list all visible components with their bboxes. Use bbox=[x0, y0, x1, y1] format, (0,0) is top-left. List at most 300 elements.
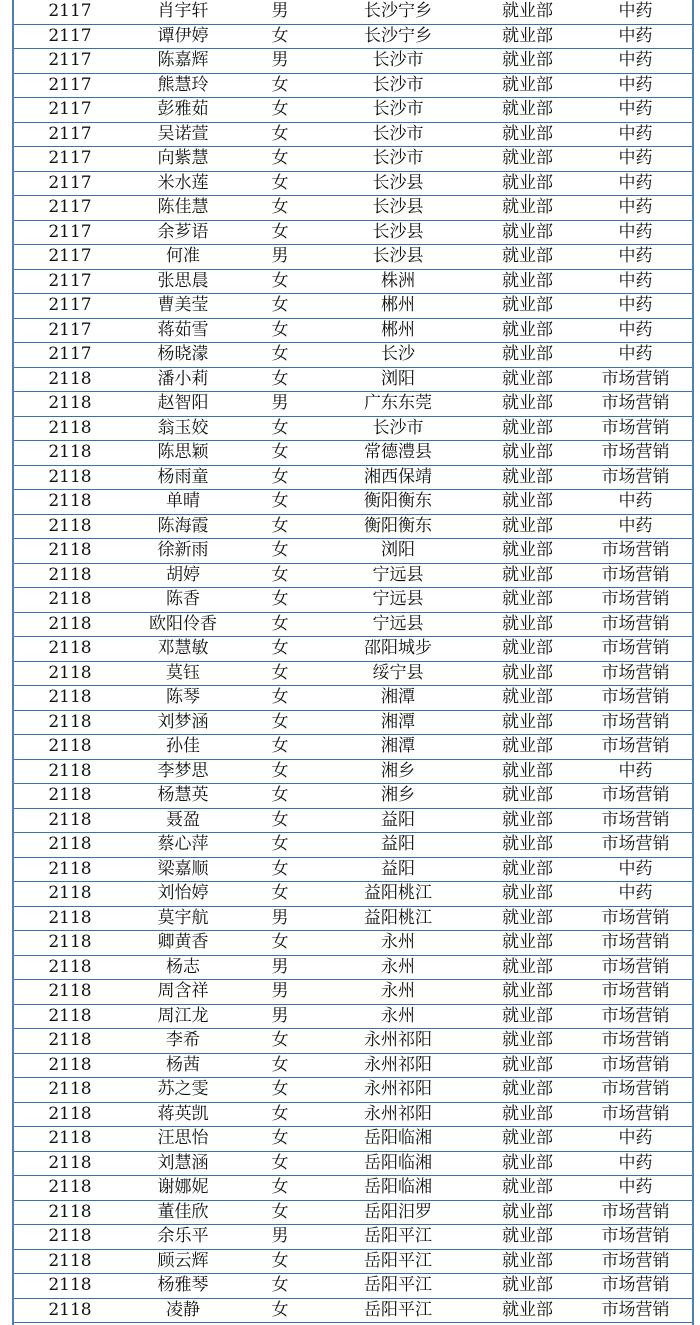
department-cell: 就业部 bbox=[476, 980, 579, 1005]
name-cell: 单晴 bbox=[126, 490, 240, 515]
major-cell: 市场营销 bbox=[579, 441, 692, 466]
name-cell: 邓慧敏 bbox=[126, 637, 240, 662]
class-cell: 2118 bbox=[14, 1176, 126, 1201]
department-cell: 就业部 bbox=[476, 171, 579, 196]
table-row bbox=[14, 686, 692, 711]
gender-cell: 女 bbox=[240, 1029, 320, 1054]
table-row bbox=[14, 392, 692, 417]
origin-cell: 永州 bbox=[320, 931, 476, 956]
table-row bbox=[14, 1200, 692, 1225]
class-cell: 2117 bbox=[14, 98, 126, 123]
origin-cell: 湘乡 bbox=[320, 759, 476, 784]
name-cell: 陈嘉辉 bbox=[126, 49, 240, 74]
gender-cell: 女 bbox=[240, 784, 320, 809]
department-cell: 就业部 bbox=[476, 367, 579, 392]
major-cell: 市场营销 bbox=[579, 367, 692, 392]
major-cell: 市场营销 bbox=[579, 833, 692, 858]
class-cell: 2118 bbox=[14, 1200, 126, 1225]
origin-cell: 宁远县 bbox=[320, 612, 476, 637]
gender-cell: 女 bbox=[240, 1053, 320, 1078]
major-cell: 市场营销 bbox=[579, 931, 692, 956]
table-row bbox=[14, 196, 692, 221]
department-cell: 就业部 bbox=[476, 1298, 579, 1323]
origin-cell: 郴州 bbox=[320, 294, 476, 319]
department-cell: 就业部 bbox=[476, 857, 579, 882]
class-cell: 2118 bbox=[14, 1298, 126, 1323]
name-cell: 周含祥 bbox=[126, 980, 240, 1005]
gender-cell: 女 bbox=[240, 171, 320, 196]
table-row bbox=[14, 490, 692, 515]
class-cell: 2117 bbox=[14, 343, 126, 368]
department-cell: 就业部 bbox=[476, 196, 579, 221]
department-cell: 就业部 bbox=[476, 1274, 579, 1299]
table-row bbox=[14, 269, 692, 294]
origin-cell: 岳阳临湘 bbox=[320, 1127, 476, 1152]
table-row bbox=[14, 416, 692, 441]
department-cell: 就业部 bbox=[476, 1102, 579, 1127]
class-cell: 2118 bbox=[14, 637, 126, 662]
origin-cell: 长沙市 bbox=[320, 98, 476, 123]
major-cell: 中药 bbox=[579, 857, 692, 882]
gender-cell: 女 bbox=[240, 1102, 320, 1127]
department-cell: 就业部 bbox=[476, 318, 579, 343]
department-cell: 就业部 bbox=[476, 735, 579, 760]
name-cell: 周江龙 bbox=[126, 1004, 240, 1029]
gender-cell: 女 bbox=[240, 343, 320, 368]
major-cell: 中药 bbox=[579, 294, 692, 319]
name-cell: 翁玉姣 bbox=[126, 416, 240, 441]
major-cell: 中药 bbox=[579, 171, 692, 196]
department-cell: 就业部 bbox=[476, 147, 579, 172]
origin-cell: 长沙县 bbox=[320, 220, 476, 245]
name-cell: 陈思颖 bbox=[126, 441, 240, 466]
table-row bbox=[14, 661, 692, 686]
name-cell: 熊慧玲 bbox=[126, 73, 240, 98]
table-row bbox=[14, 1053, 692, 1078]
name-cell: 卿黄香 bbox=[126, 931, 240, 956]
table-row bbox=[14, 367, 692, 392]
class-cell: 2117 bbox=[14, 220, 126, 245]
origin-cell: 长沙县 bbox=[320, 245, 476, 270]
gender-cell: 女 bbox=[240, 1298, 320, 1323]
major-cell: 中药 bbox=[579, 24, 692, 49]
origin-cell: 岳阳临湘 bbox=[320, 1151, 476, 1176]
major-cell: 市场营销 bbox=[579, 612, 692, 637]
gender-cell: 男 bbox=[240, 955, 320, 980]
major-cell: 市场营销 bbox=[579, 1102, 692, 1127]
origin-cell: 宁远县 bbox=[320, 588, 476, 613]
class-cell: 2118 bbox=[14, 539, 126, 564]
name-cell: 余芗语 bbox=[126, 220, 240, 245]
major-cell: 中药 bbox=[579, 196, 692, 221]
major-cell: 市场营销 bbox=[579, 563, 692, 588]
class-cell: 2118 bbox=[14, 490, 126, 515]
origin-cell: 绥宁县 bbox=[320, 661, 476, 686]
origin-cell: 益阳 bbox=[320, 833, 476, 858]
class-cell: 2117 bbox=[14, 294, 126, 319]
origin-cell: 长沙宁乡 bbox=[320, 0, 476, 24]
gender-cell: 女 bbox=[240, 808, 320, 833]
table-row bbox=[14, 759, 692, 784]
name-cell: 米水莲 bbox=[126, 171, 240, 196]
gender-cell: 女 bbox=[240, 1200, 320, 1225]
name-cell: 苏之雯 bbox=[126, 1078, 240, 1103]
origin-cell: 长沙市 bbox=[320, 49, 476, 74]
major-cell: 中药 bbox=[579, 1151, 692, 1176]
class-cell: 2118 bbox=[14, 980, 126, 1005]
roster-table bbox=[14, 0, 692, 1323]
origin-cell: 长沙县 bbox=[320, 196, 476, 221]
major-cell: 中药 bbox=[579, 0, 692, 24]
major-cell: 中药 bbox=[579, 318, 692, 343]
table-row bbox=[14, 0, 692, 24]
origin-cell: 湘乡 bbox=[320, 784, 476, 809]
table-row bbox=[14, 98, 692, 123]
major-cell: 市场营销 bbox=[579, 1053, 692, 1078]
name-cell: 顾云辉 bbox=[126, 1249, 240, 1274]
origin-cell: 湘潭 bbox=[320, 710, 476, 735]
gender-cell: 女 bbox=[240, 98, 320, 123]
gender-cell: 女 bbox=[240, 490, 320, 515]
origin-cell: 益阳桃江 bbox=[320, 882, 476, 907]
gender-cell: 男 bbox=[240, 49, 320, 74]
class-cell: 2118 bbox=[14, 759, 126, 784]
department-cell: 就业部 bbox=[476, 1078, 579, 1103]
name-cell: 李希 bbox=[126, 1029, 240, 1054]
origin-cell: 广东东莞 bbox=[320, 392, 476, 417]
major-cell: 市场营销 bbox=[579, 1249, 692, 1274]
department-cell: 就业部 bbox=[476, 931, 579, 956]
origin-cell: 衡阳衡东 bbox=[320, 490, 476, 515]
name-cell: 欧阳伶香 bbox=[126, 612, 240, 637]
name-cell: 陈海霞 bbox=[126, 514, 240, 539]
table-row bbox=[14, 1249, 692, 1274]
gender-cell: 女 bbox=[240, 833, 320, 858]
major-cell: 市场营销 bbox=[579, 637, 692, 662]
origin-cell: 湘潭 bbox=[320, 735, 476, 760]
major-cell: 中药 bbox=[579, 514, 692, 539]
gender-cell: 女 bbox=[240, 588, 320, 613]
gender-cell: 女 bbox=[240, 196, 320, 221]
name-cell: 梁嘉顺 bbox=[126, 857, 240, 882]
name-cell: 彭雅茹 bbox=[126, 98, 240, 123]
department-cell: 就业部 bbox=[476, 637, 579, 662]
name-cell: 潘小莉 bbox=[126, 367, 240, 392]
class-cell: 2118 bbox=[14, 931, 126, 956]
class-cell: 2118 bbox=[14, 563, 126, 588]
department-cell: 就业部 bbox=[476, 269, 579, 294]
class-cell: 2118 bbox=[14, 1053, 126, 1078]
name-cell: 杨志 bbox=[126, 955, 240, 980]
gender-cell: 女 bbox=[240, 1176, 320, 1201]
origin-cell: 湘西保靖 bbox=[320, 465, 476, 490]
origin-cell: 浏阳 bbox=[320, 367, 476, 392]
department-cell: 就业部 bbox=[476, 563, 579, 588]
origin-cell: 郴州 bbox=[320, 318, 476, 343]
major-cell: 市场营销 bbox=[579, 955, 692, 980]
table-row bbox=[14, 1004, 692, 1029]
table-row bbox=[14, 1127, 692, 1152]
major-cell: 市场营销 bbox=[579, 416, 692, 441]
department-cell: 就业部 bbox=[476, 710, 579, 735]
department-cell: 就业部 bbox=[476, 1029, 579, 1054]
class-cell: 2118 bbox=[14, 1151, 126, 1176]
origin-cell: 益阳 bbox=[320, 808, 476, 833]
name-cell: 莫宇航 bbox=[126, 906, 240, 931]
gender-cell: 女 bbox=[240, 661, 320, 686]
origin-cell: 益阳 bbox=[320, 857, 476, 882]
department-cell: 就业部 bbox=[476, 882, 579, 907]
major-cell: 中药 bbox=[579, 343, 692, 368]
roster-sheet bbox=[12, 0, 694, 1325]
gender-cell: 女 bbox=[240, 367, 320, 392]
class-cell: 2118 bbox=[14, 1127, 126, 1152]
major-cell: 市场营销 bbox=[579, 661, 692, 686]
name-cell: 杨茜 bbox=[126, 1053, 240, 1078]
gender-cell: 女 bbox=[240, 539, 320, 564]
table-row bbox=[14, 73, 692, 98]
table-row bbox=[14, 318, 692, 343]
gender-cell: 女 bbox=[240, 1249, 320, 1274]
major-cell: 市场营销 bbox=[579, 539, 692, 564]
gender-cell: 男 bbox=[240, 392, 320, 417]
gender-cell: 女 bbox=[240, 882, 320, 907]
table-row bbox=[14, 1298, 692, 1323]
name-cell: 蒋英凯 bbox=[126, 1102, 240, 1127]
department-cell: 就业部 bbox=[476, 1225, 579, 1250]
gender-cell: 女 bbox=[240, 612, 320, 637]
origin-cell: 永州祁阳 bbox=[320, 1078, 476, 1103]
name-cell: 曹美莹 bbox=[126, 294, 240, 319]
major-cell: 市场营销 bbox=[579, 686, 692, 711]
name-cell: 吴诺萱 bbox=[126, 122, 240, 147]
table-row bbox=[14, 980, 692, 1005]
table-row bbox=[14, 343, 692, 368]
name-cell: 刘梦涵 bbox=[126, 710, 240, 735]
class-cell: 2118 bbox=[14, 661, 126, 686]
major-cell: 中药 bbox=[579, 759, 692, 784]
class-cell: 2117 bbox=[14, 73, 126, 98]
table-row bbox=[14, 955, 692, 980]
table-row bbox=[14, 1176, 692, 1201]
department-cell: 就业部 bbox=[476, 24, 579, 49]
department-cell: 就业部 bbox=[476, 1176, 579, 1201]
class-cell: 2118 bbox=[14, 1274, 126, 1299]
class-cell: 2118 bbox=[14, 906, 126, 931]
department-cell: 就业部 bbox=[476, 759, 579, 784]
major-cell: 市场营销 bbox=[579, 1078, 692, 1103]
department-cell: 就业部 bbox=[476, 833, 579, 858]
department-cell: 就业部 bbox=[476, 465, 579, 490]
origin-cell: 永州祁阳 bbox=[320, 1029, 476, 1054]
class-cell: 2117 bbox=[14, 24, 126, 49]
origin-cell: 岳阳临湘 bbox=[320, 1176, 476, 1201]
major-cell: 市场营销 bbox=[579, 710, 692, 735]
table-row bbox=[14, 1151, 692, 1176]
department-cell: 就业部 bbox=[476, 1053, 579, 1078]
name-cell: 谢娜妮 bbox=[126, 1176, 240, 1201]
gender-cell: 女 bbox=[240, 73, 320, 98]
major-cell: 中药 bbox=[579, 882, 692, 907]
table-row bbox=[14, 563, 692, 588]
class-cell: 2117 bbox=[14, 122, 126, 147]
class-cell: 2118 bbox=[14, 1102, 126, 1127]
department-cell: 就业部 bbox=[476, 392, 579, 417]
gender-cell: 女 bbox=[240, 1151, 320, 1176]
origin-cell: 岳阳平江 bbox=[320, 1249, 476, 1274]
class-cell: 2118 bbox=[14, 1225, 126, 1250]
roster-body bbox=[14, 0, 692, 1323]
origin-cell: 长沙市 bbox=[320, 73, 476, 98]
major-cell: 中药 bbox=[579, 245, 692, 270]
gender-cell: 男 bbox=[240, 980, 320, 1005]
name-cell: 董佳欣 bbox=[126, 1200, 240, 1225]
major-cell: 中药 bbox=[579, 98, 692, 123]
origin-cell: 宁远县 bbox=[320, 563, 476, 588]
class-cell: 2118 bbox=[14, 465, 126, 490]
gender-cell: 男 bbox=[240, 245, 320, 270]
department-cell: 就业部 bbox=[476, 122, 579, 147]
major-cell: 市场营销 bbox=[579, 1004, 692, 1029]
gender-cell: 女 bbox=[240, 563, 320, 588]
origin-cell: 益阳桃江 bbox=[320, 906, 476, 931]
department-cell: 就业部 bbox=[476, 220, 579, 245]
major-cell: 市场营销 bbox=[579, 735, 692, 760]
class-cell: 2118 bbox=[14, 1004, 126, 1029]
department-cell: 就业部 bbox=[476, 245, 579, 270]
gender-cell: 女 bbox=[240, 122, 320, 147]
gender-cell: 女 bbox=[240, 441, 320, 466]
department-cell: 就业部 bbox=[476, 661, 579, 686]
gender-cell: 男 bbox=[240, 1225, 320, 1250]
department-cell: 就业部 bbox=[476, 784, 579, 809]
table-row bbox=[14, 784, 692, 809]
name-cell: 张思晨 bbox=[126, 269, 240, 294]
class-cell: 2118 bbox=[14, 955, 126, 980]
origin-cell: 永州祁阳 bbox=[320, 1053, 476, 1078]
class-cell: 2118 bbox=[14, 784, 126, 809]
class-cell: 2117 bbox=[14, 269, 126, 294]
department-cell: 就业部 bbox=[476, 612, 579, 637]
major-cell: 市场营销 bbox=[579, 980, 692, 1005]
origin-cell: 邵阳城步 bbox=[320, 637, 476, 662]
table-row bbox=[14, 245, 692, 270]
major-cell: 市场营销 bbox=[579, 392, 692, 417]
class-cell: 2118 bbox=[14, 735, 126, 760]
table-row bbox=[14, 539, 692, 564]
origin-cell: 长沙市 bbox=[320, 147, 476, 172]
department-cell: 就业部 bbox=[476, 98, 579, 123]
class-cell: 2117 bbox=[14, 196, 126, 221]
gender-cell: 女 bbox=[240, 318, 320, 343]
department-cell: 就业部 bbox=[476, 1200, 579, 1225]
gender-cell: 女 bbox=[240, 857, 320, 882]
major-cell: 市场营销 bbox=[579, 588, 692, 613]
major-cell: 市场营销 bbox=[579, 465, 692, 490]
name-cell: 莫钰 bbox=[126, 661, 240, 686]
gender-cell: 女 bbox=[240, 294, 320, 319]
department-cell: 就业部 bbox=[476, 1151, 579, 1176]
class-cell: 2118 bbox=[14, 367, 126, 392]
table-row bbox=[14, 931, 692, 956]
origin-cell: 永州 bbox=[320, 980, 476, 1005]
major-cell: 中药 bbox=[579, 73, 692, 98]
table-row bbox=[14, 24, 692, 49]
class-cell: 2118 bbox=[14, 441, 126, 466]
origin-cell: 长沙县 bbox=[320, 171, 476, 196]
name-cell: 蔡心萍 bbox=[126, 833, 240, 858]
table-row bbox=[14, 857, 692, 882]
name-cell: 陈香 bbox=[126, 588, 240, 613]
major-cell: 市场营销 bbox=[579, 1298, 692, 1323]
class-cell: 2118 bbox=[14, 514, 126, 539]
name-cell: 刘慧涵 bbox=[126, 1151, 240, 1176]
class-cell: 2118 bbox=[14, 882, 126, 907]
gender-cell: 女 bbox=[240, 220, 320, 245]
class-cell: 2117 bbox=[14, 147, 126, 172]
class-cell: 2118 bbox=[14, 416, 126, 441]
class-cell: 2117 bbox=[14, 0, 126, 24]
name-cell: 赵智阳 bbox=[126, 392, 240, 417]
gender-cell: 女 bbox=[240, 686, 320, 711]
class-cell: 2118 bbox=[14, 392, 126, 417]
table-row bbox=[14, 588, 692, 613]
table-row bbox=[14, 147, 692, 172]
name-cell: 蒋茹雪 bbox=[126, 318, 240, 343]
major-cell: 市场营销 bbox=[579, 1029, 692, 1054]
gender-cell: 女 bbox=[240, 514, 320, 539]
gender-cell: 女 bbox=[240, 931, 320, 956]
class-cell: 2118 bbox=[14, 1078, 126, 1103]
name-cell: 聂盈 bbox=[126, 808, 240, 833]
gender-cell: 女 bbox=[240, 1078, 320, 1103]
class-cell: 2118 bbox=[14, 588, 126, 613]
origin-cell: 永州 bbox=[320, 1004, 476, 1029]
class-cell: 2118 bbox=[14, 710, 126, 735]
origin-cell: 岳阳汨罗 bbox=[320, 1200, 476, 1225]
gender-cell: 女 bbox=[240, 1274, 320, 1299]
department-cell: 就业部 bbox=[476, 686, 579, 711]
department-cell: 就业部 bbox=[476, 490, 579, 515]
department-cell: 就业部 bbox=[476, 906, 579, 931]
origin-cell: 岳阳平江 bbox=[320, 1225, 476, 1250]
department-cell: 就业部 bbox=[476, 1004, 579, 1029]
name-cell: 杨雅琴 bbox=[126, 1274, 240, 1299]
table-row bbox=[14, 1225, 692, 1250]
gender-cell: 女 bbox=[240, 465, 320, 490]
name-cell: 向紫慧 bbox=[126, 147, 240, 172]
name-cell: 胡婷 bbox=[126, 563, 240, 588]
table-row bbox=[14, 808, 692, 833]
major-cell: 中药 bbox=[579, 1176, 692, 1201]
class-cell: 2118 bbox=[14, 833, 126, 858]
department-cell: 就业部 bbox=[476, 808, 579, 833]
origin-cell: 岳阳平江 bbox=[320, 1298, 476, 1323]
table-row bbox=[14, 710, 692, 735]
name-cell: 陈佳慧 bbox=[126, 196, 240, 221]
table-row bbox=[14, 637, 692, 662]
class-cell: 2117 bbox=[14, 49, 126, 74]
class-cell: 2118 bbox=[14, 686, 126, 711]
gender-cell: 女 bbox=[240, 147, 320, 172]
name-cell: 杨晓濛 bbox=[126, 343, 240, 368]
department-cell: 就业部 bbox=[476, 1249, 579, 1274]
major-cell: 中药 bbox=[579, 147, 692, 172]
gender-cell: 女 bbox=[240, 24, 320, 49]
name-cell: 余乐平 bbox=[126, 1225, 240, 1250]
origin-cell: 永州 bbox=[320, 955, 476, 980]
gender-cell: 女 bbox=[240, 1127, 320, 1152]
